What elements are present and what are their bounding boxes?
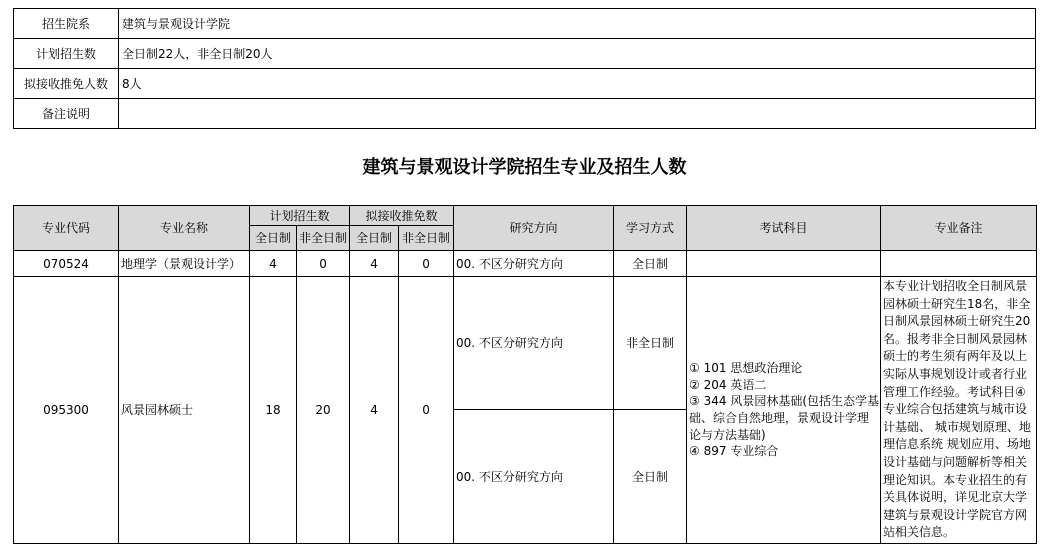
exam-subject: ③ 344 风景园林基础(包括生态学基础、综合自然地理，景观设计学理论与方法基础)	[689, 394, 880, 442]
header-name: 专业名称	[119, 206, 250, 251]
cell-exam-subjects	[687, 277, 881, 544]
exam-subject: ① 101 思想政治理论	[689, 361, 803, 376]
info-label: 拟接收推免人数	[14, 69, 119, 99]
cell-direction: 00. 不区分研究方向	[454, 410, 614, 543]
exam-subject: ② 204 英语二	[689, 377, 767, 392]
cell-direction: 00. 不区分研究方向	[454, 277, 614, 410]
header-study-mode: 学习方式	[614, 206, 687, 251]
header-code: 专业代码	[14, 206, 119, 251]
majors-table	[13, 205, 1037, 544]
info-row-recommended	[14, 69, 1036, 99]
info-label: 计划招生数	[14, 39, 119, 69]
cell-plan-fulltime: 4	[250, 251, 297, 277]
cell-code: 070524	[14, 251, 119, 277]
cell-notes	[881, 251, 1037, 277]
cell-code: 095300	[14, 277, 119, 544]
cell-exam-subjects	[687, 251, 881, 277]
table-header-row	[14, 206, 1037, 226]
cell-name: 地理学（景观设计学）	[119, 251, 250, 277]
cell-plan-fulltime: 18	[250, 277, 297, 544]
cell-rec-fulltime: 4	[350, 277, 399, 544]
info-label: 备注说明	[14, 99, 119, 129]
program-info-table	[13, 8, 1036, 129]
cell-study-mode: 非全日制	[614, 277, 687, 410]
cell-rec-parttime: 0	[399, 277, 454, 544]
cell-rec-fulltime: 4	[350, 251, 399, 277]
header-notes: 专业备注	[881, 206, 1037, 251]
info-label: 招生院系	[14, 9, 119, 39]
header-plan: 计划招生数	[250, 206, 350, 226]
header-rec-parttime: 非全日制	[399, 226, 454, 251]
info-value: 8人	[119, 69, 1036, 99]
header-recommended: 拟接收推免数	[350, 206, 454, 226]
cell-study-mode: 全日制	[614, 410, 687, 543]
info-row-remarks	[14, 99, 1036, 129]
cell-name: 风景园林硕士	[119, 277, 250, 544]
exam-subject: ④ 897 专业综合	[689, 444, 779, 459]
cell-plan-parttime: 0	[297, 251, 350, 277]
info-row-department	[14, 9, 1036, 39]
cell-direction: 00. 不区分研究方向	[454, 251, 614, 277]
info-value: 建筑与景观设计学院	[119, 9, 1036, 39]
cell-study-mode: 全日制	[614, 251, 687, 277]
cell-notes: 本专业计划招收全日制风景园林硕士研究生18名，非全日制风景园林硕士研究生20名。报考非全日制风景园林硕士的考生须有两年及以上实际从事规划设计或者行业管理工作经验。考试科目④专业综合包括建筑与城市设计基础、 城市规划原理、地理信息系统 规划应用、场地设计基础与问题解析等相关理论知识。本专业招生的有关具体说明，详见北京大学建筑与景观设计学院官方网站相关信息。	[881, 277, 1037, 544]
table-row	[14, 251, 1037, 277]
header-direction: 研究方向	[454, 206, 614, 251]
header-rec-fulltime: 全日制	[350, 226, 399, 251]
info-value	[119, 99, 1036, 129]
header-exam-subjects: 考试科目	[687, 206, 881, 251]
info-value: 全日制22人，非全日制20人	[119, 39, 1036, 69]
info-row-planned-enrollment	[14, 39, 1036, 69]
header-plan-fulltime: 全日制	[250, 226, 297, 251]
table-row	[14, 277, 1037, 410]
cell-plan-parttime: 20	[297, 277, 350, 544]
section-title: 建筑与景观设计学院招生专业及招生人数	[362, 157, 687, 178]
cell-rec-parttime: 0	[399, 251, 454, 277]
header-plan-parttime: 非全日制	[297, 226, 350, 251]
